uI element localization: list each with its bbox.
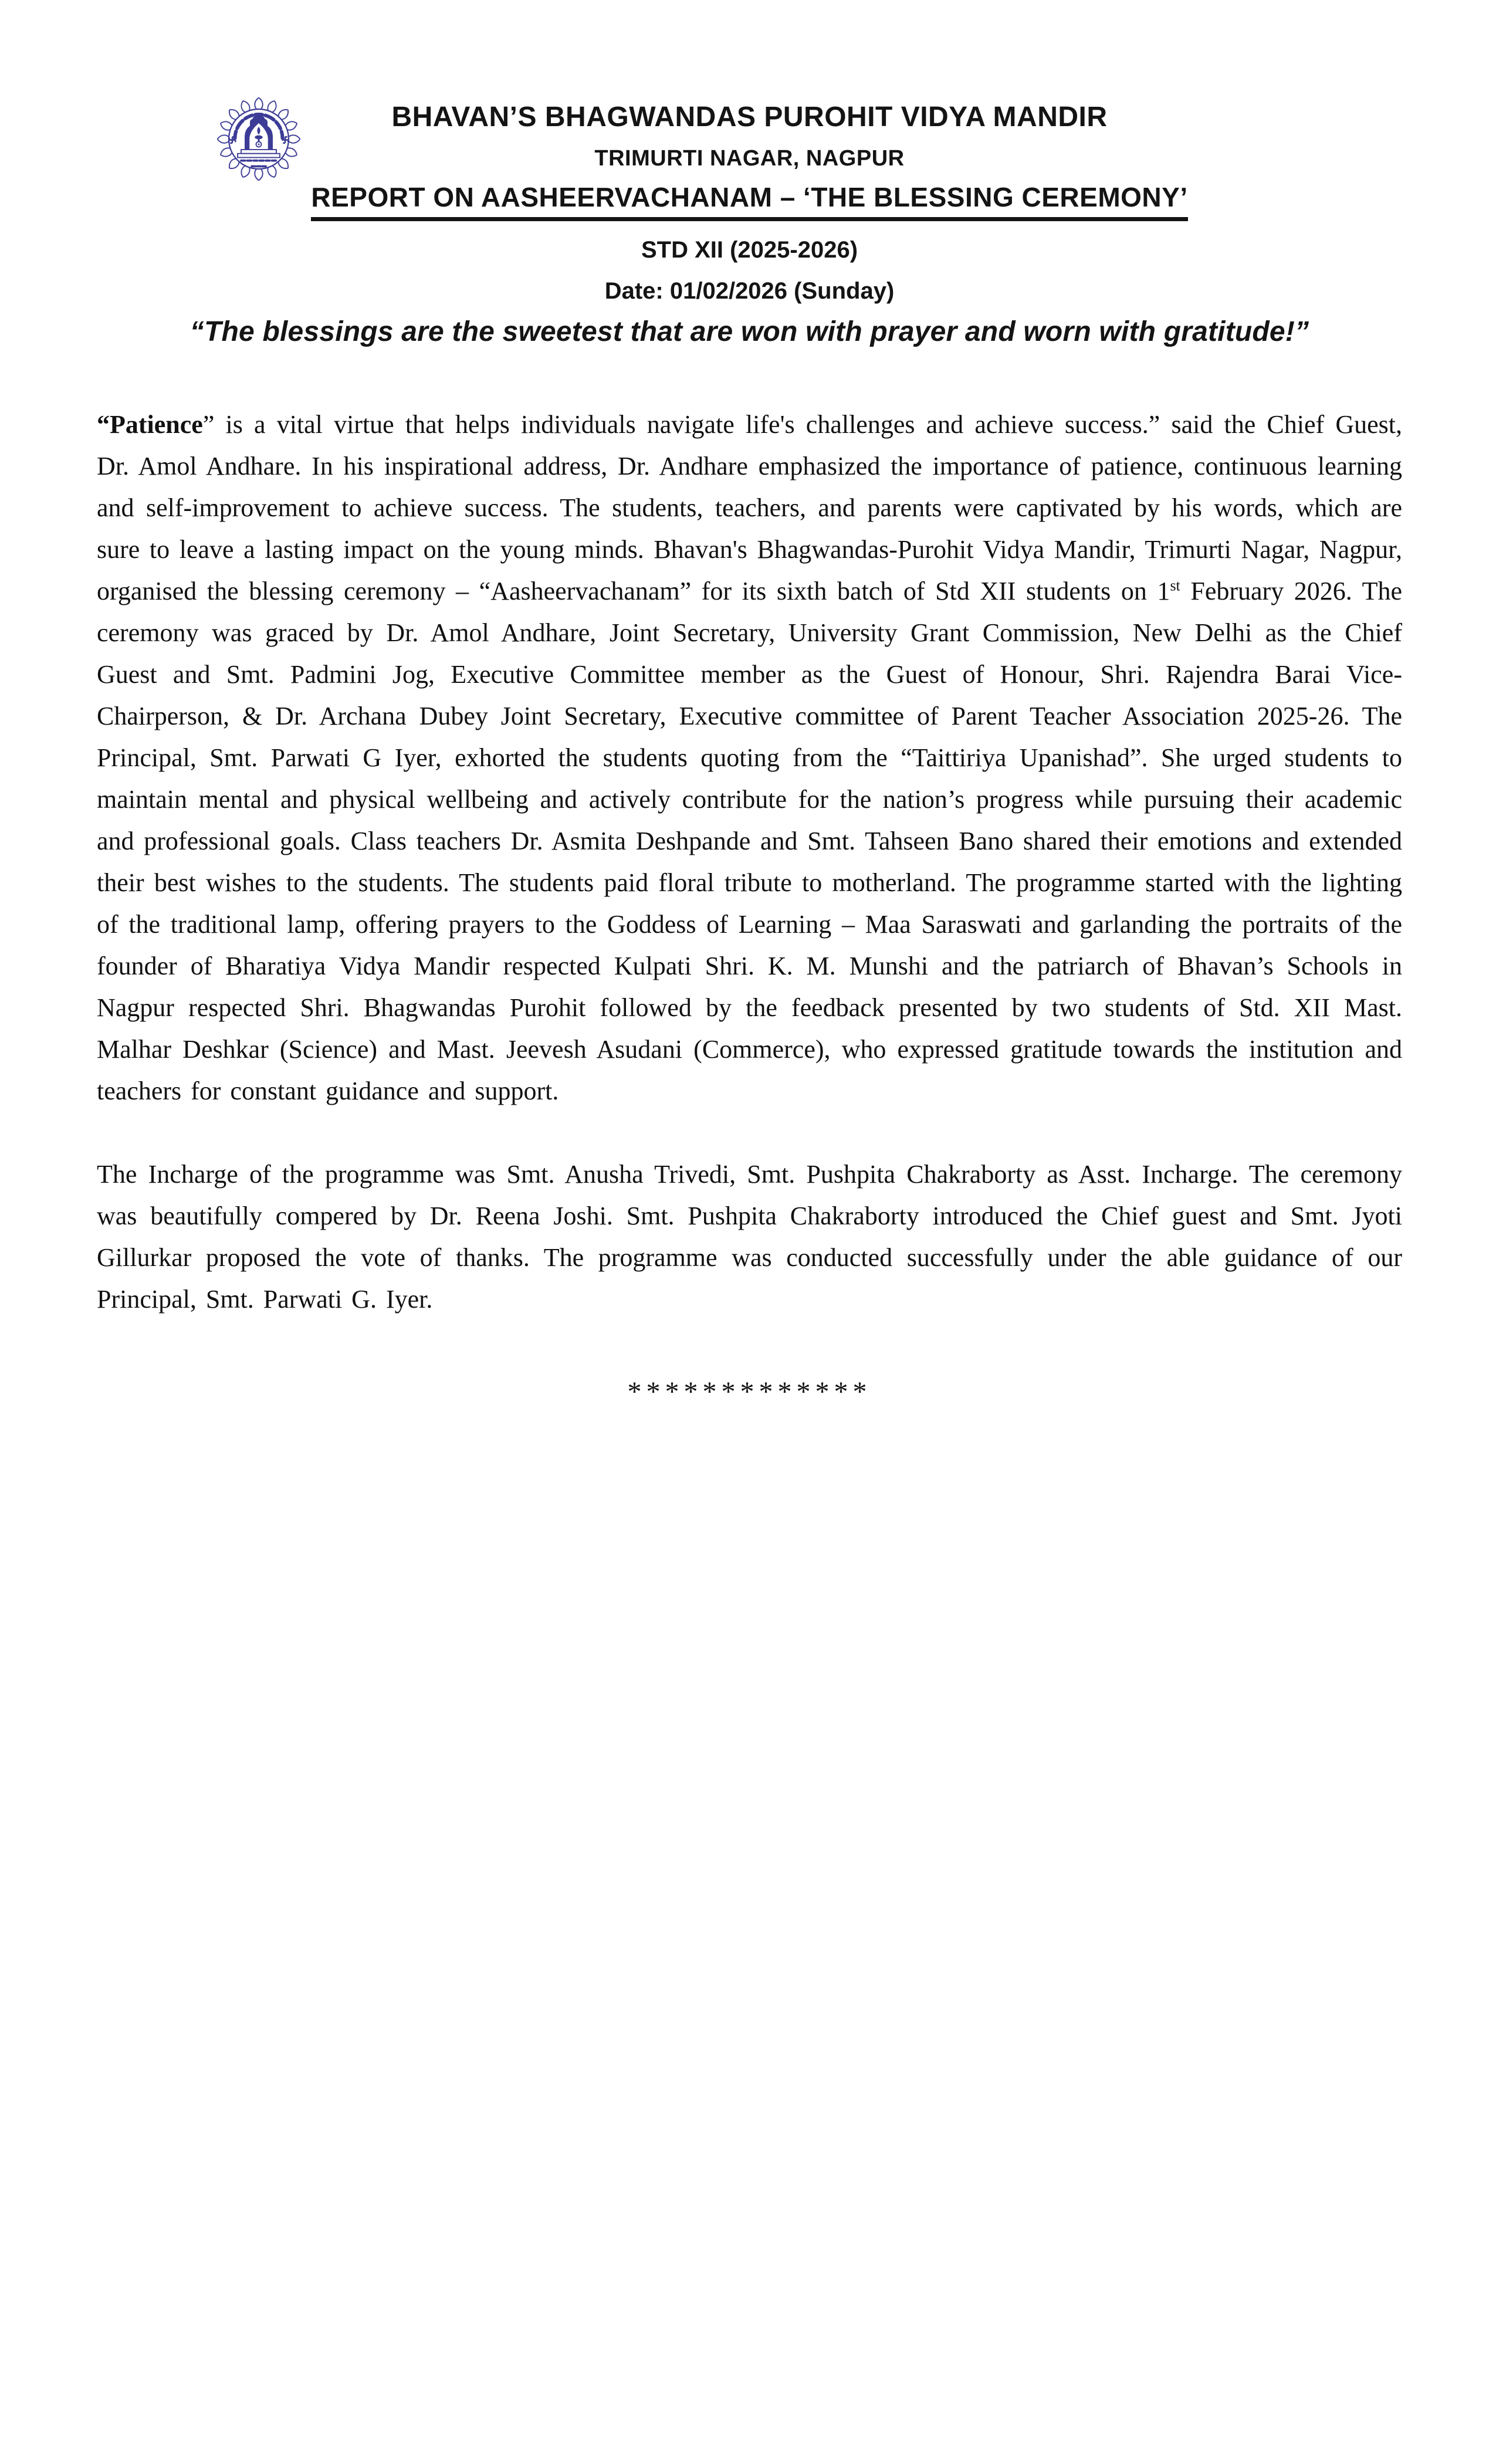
report-paragraph-2: The Incharge of the programme was Smt. Anusha Trivedi, Smt. Pushpita Chakraborty as Asst. Incharge. The ceremony was beautifully compered by Dr. Reena Joshi. Smt. Pushpita Chakraborty introduced the Chief guest and Smt. Jyoti Gillurkar proposed the vote of thanks. The programme was conducted successfully under the able guidance of our Principal, Smt. Parwati G. Iyer.	[97, 1160, 1402, 1314]
event-date-line: Date: 01/02/2026 (Sunday)	[604, 278, 895, 304]
school-logo	[212, 95, 306, 183]
report-title-text: REPORT ON AASHEERVACHANAM – ‘THE BLESSING CEREMONY’	[311, 182, 1187, 221]
bhavan-emblem-icon	[212, 95, 306, 183]
paragraph-1-text-a: ” is a vital virtue that helps individuals navigate life's challenges and achieve success.” said the Chief Guest, Dr. Amol Andhare. In his inspirational address, Dr. Andhare emphasized the importance of patience, continuous learning and self-improvement to achieve success. The students, teachers, and parents were captivated by his words, which are sure to leave a lasting impact on the young minds. Bhavan's Bhagwandas-Purohit Vidya Mandir, Trimurti Nagar, Nagpur, organised the blessing ceremony – “Aasheervachanam” for its sixth batch of Std XII students on 1	[97, 410, 1402, 605]
document-header	[97, 101, 1402, 348]
opening-quote: “The blessings are the sweetest that are won with prayer and worn with gratitude!”	[189, 316, 1309, 347]
asterisk-separator: *************	[627, 1376, 872, 1407]
paragraph-1-text-b: February 2026. The ceremony was graced by Dr. Amol Andhare, Joint Secretary, University Grant Commission, New Delhi as the Chief Guest and Smt. Padmini Jog, Executive Committee member as the Guest of Honour, Shri. Rajendra Barai Vice-Chairperson, & Dr. Archana Dubey Joint Secretary, Executive committee of Parent Teacher Association 2025-26. The Principal, Smt. Parwati G Iyer, exhorted the students quoting from the “Taittiriya Upanishad”. She urged students to maintain mental and physical wellbeing and actively contribute for the nation’s progress while pursuing their academic and professional goals. Class teachers Dr. Asmita Deshpande and Smt. Tahseen Bano shared their emotions and extended their best wishes to the students. The students paid floral tribute to motherland. The programme started with the lighting of the traditional lamp, offering prayers to the Goddess of Learning – Maa Saraswati and garlanding the portraits of the founder of Bharatiya Vidya Mandir respected Kulpati Shri. K. M. Munshi and the patriarch of Bhavan’s Schools in Nagpur respected Shri. Bhagwandas Purohit followed by the feedback presented by two students of Std. XII Mast. Malhar Deshkar (Science) and Mast. Jeevesh Asudani (Commerce), who expressed gratitude towards the institution and teachers for constant guidance and support.	[97, 577, 1402, 1105]
report-paragraph-1	[97, 404, 1402, 1112]
school-location: TRIMURTI NAGAR, NAGPUR	[594, 146, 905, 171]
ordinal-superscript: st	[1170, 577, 1180, 594]
report-body	[97, 404, 1402, 1408]
class-standard-line: STD XII (2025-2026)	[641, 237, 858, 263]
paragraph-lead-bold: “Patience	[97, 410, 203, 439]
report-title	[97, 182, 1402, 221]
school-name: BHAVAN’S BHAGWANDAS PUROHIT VIDYA MANDIR	[391, 101, 1108, 133]
